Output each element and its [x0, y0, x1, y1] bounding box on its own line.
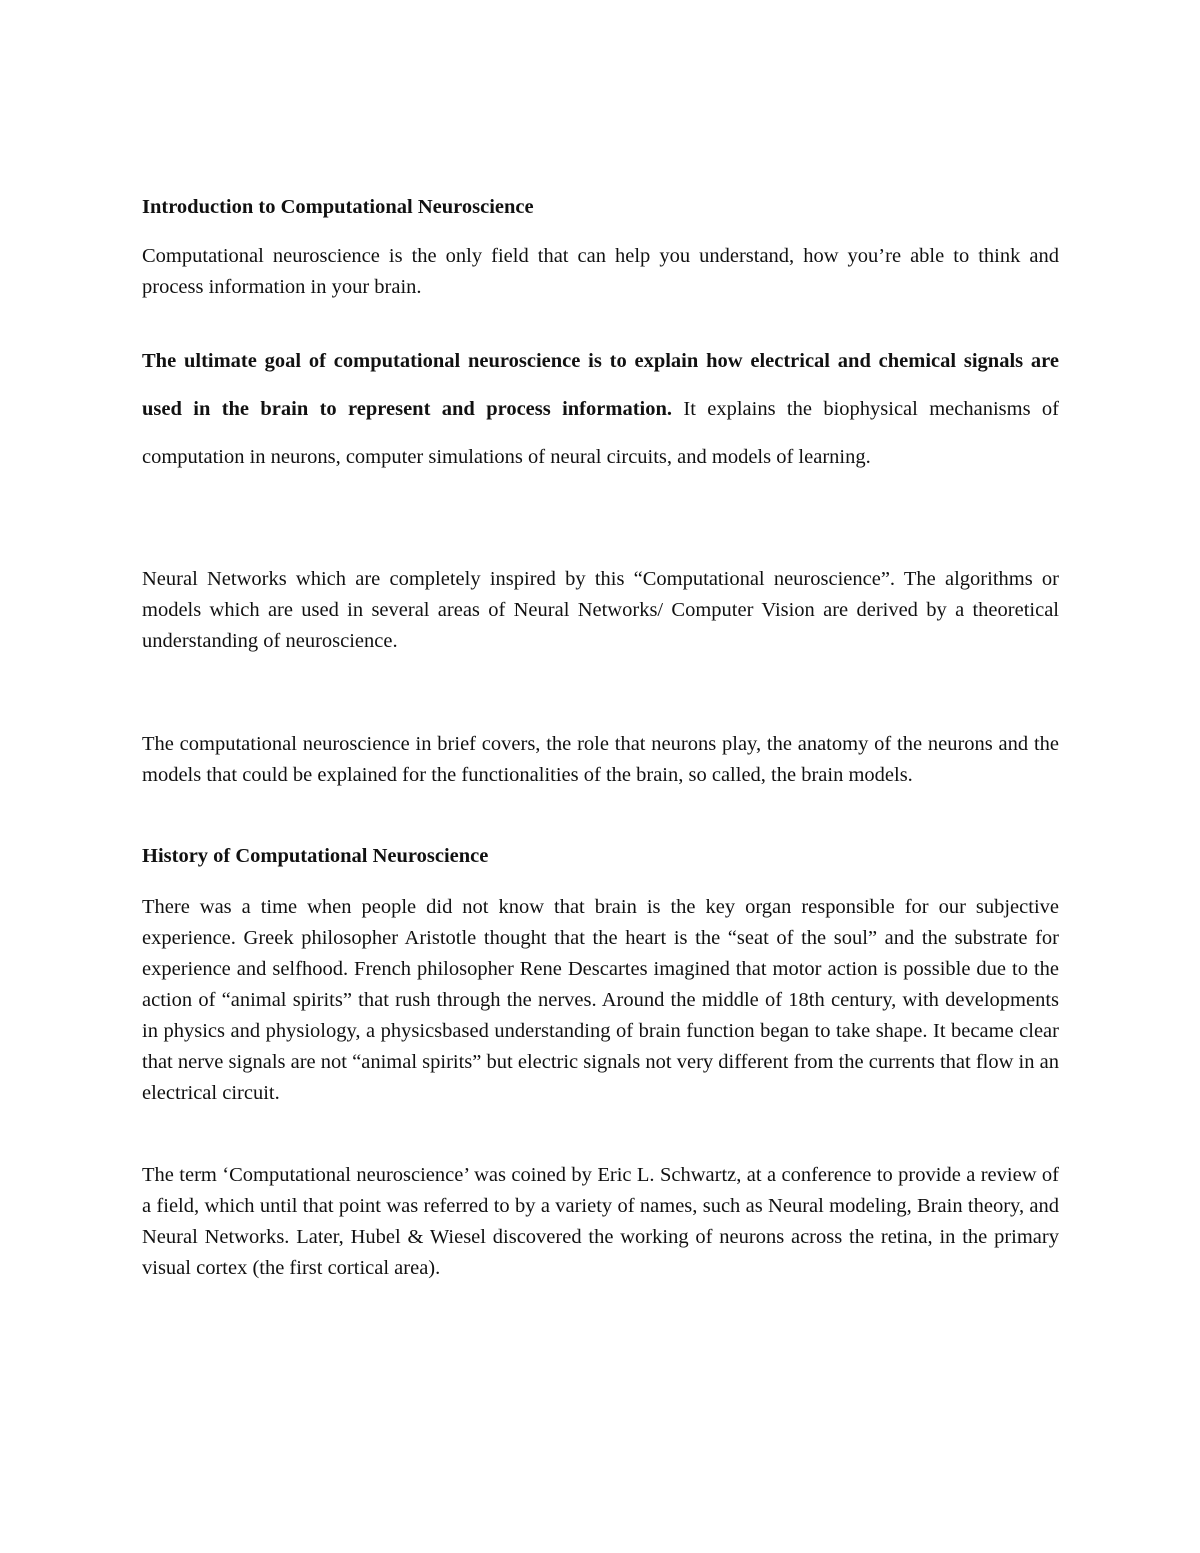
paragraph-intro: Computational neuroscience is the only field that can help you understand, how you’re able to think and process information in your brain.	[142, 245, 1059, 298]
paragraph-history: There was a time when people did not know that brain is the key organ responsible for our subjective experience. Greek philosopher Aristotle thought that the heart is the “seat of the soul” and the substrate for experience and selfhood. French philosopher Rene Descartes imagined that motor action is possible due to the action of “animal spirits” that rush through the nerves. Around the middle of 18th century, with developments in physics and physiology, a physicsbased understanding of brain function began to take shape. It became clear that nerve signals are not “animal spirits” but electric signals not very different from the currents that flow in an electrical circuit.	[142, 896, 1059, 1104]
paragraph-term-coined: The term ‘Computational neuroscience’ was coined by Eric L. Schwartz, at a conference to provide a review of a field, which until that point was referred to by a variety of names, such as Neural modeling, Brain theory, and Neural Networks. Later, Hubel & Wiesel discovered the working of neurons across the retina, in the primary visual cortex (the first cortical area).	[142, 1164, 1059, 1279]
paragraph-ultimate-goal-rest: It explains the biophysical mechanisms of computation in neurons, computer simulations of neural circuits, and models of learning.	[142, 398, 1060, 468]
paragraph-ultimate-goal-bold: The ultimate goal of computational neuroscience is to explain how electrical and chemical signals are used in the brain to represent and process information.	[142, 350, 1059, 420]
section-heading-introduction: Introduction to Computational Neuroscience	[142, 196, 534, 218]
paragraph-brief-covers: The computational neuroscience in brief covers, the role that neurons play, the anatomy of the neurons and the models that could be explained for the functionalities of the brain, so called, the brain models.	[142, 733, 1059, 786]
section-heading-history: History of Computational Neuroscience	[142, 845, 489, 867]
paragraph-neural-networks: Neural Networks which are completely inspired by this “Computational neuroscience”. The algorithms or models which are used in several areas of Neural Networks/ Computer Vision are derived by a theoretical understanding of neuroscience.	[142, 568, 1059, 652]
paragraph-ultimate-goal	[142, 337, 1059, 481]
